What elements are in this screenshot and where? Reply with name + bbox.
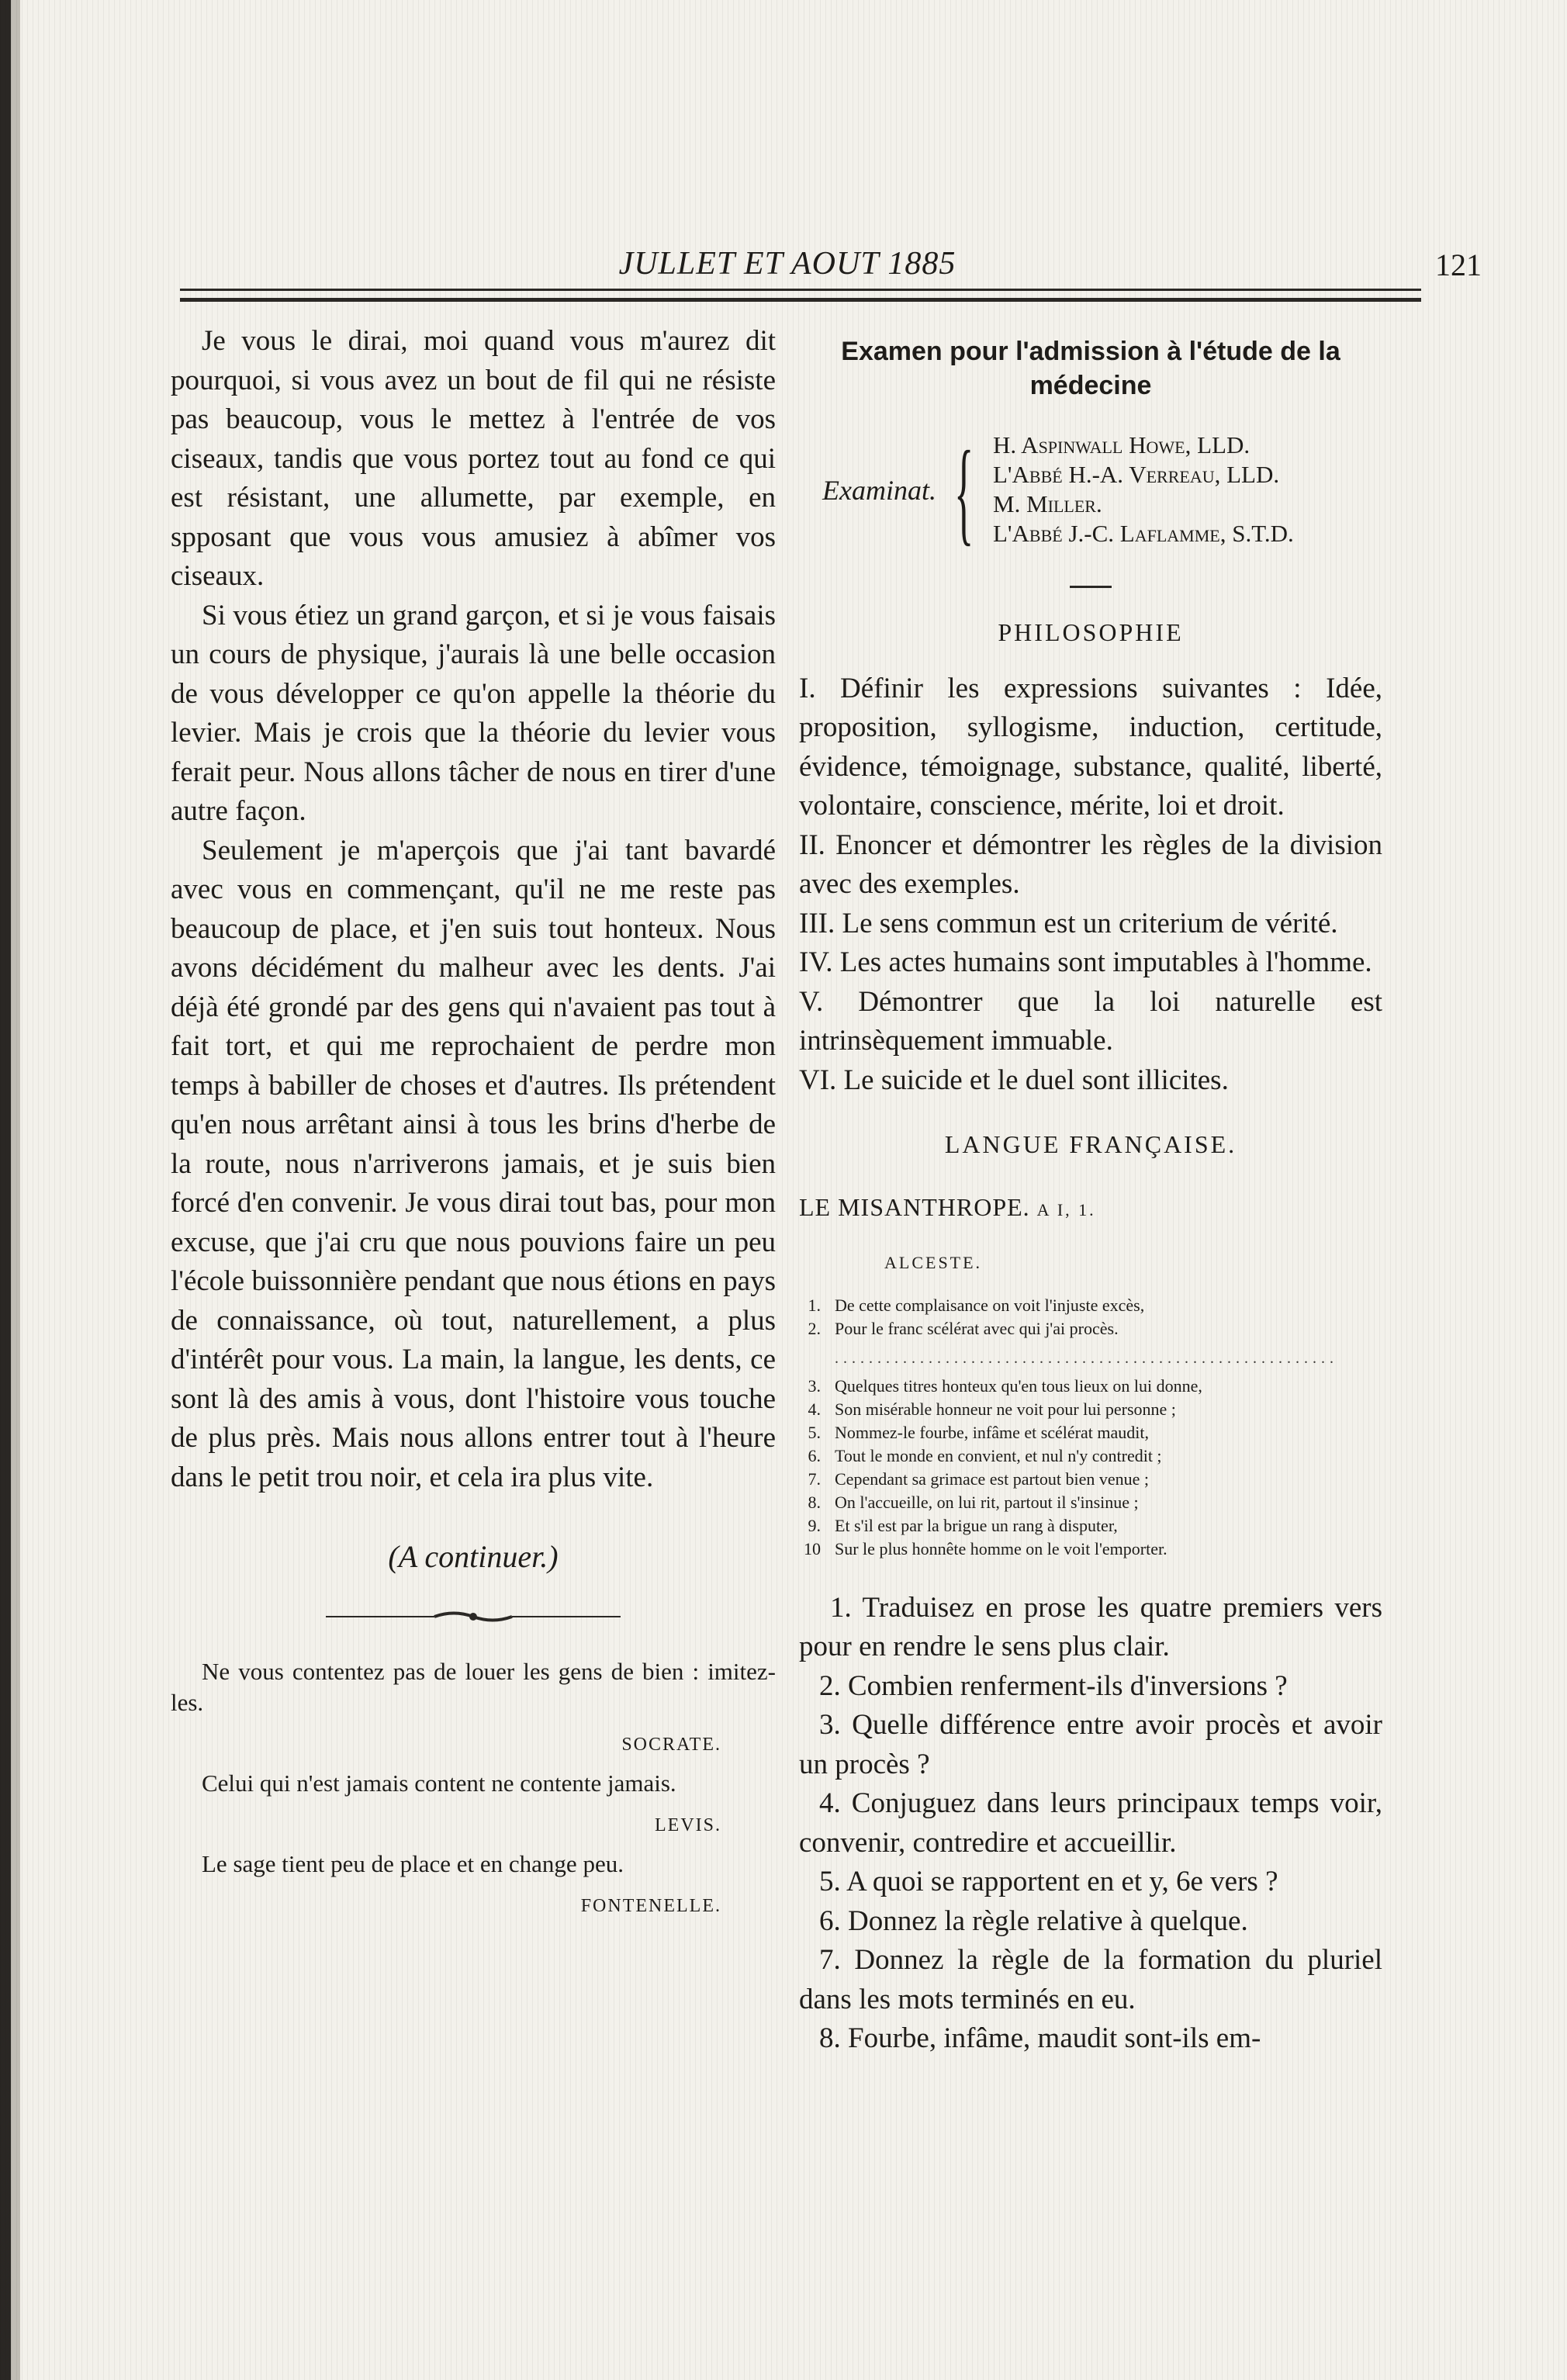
verse-line <box>799 1491 1382 1514</box>
examinat-label: Examinat. <box>822 475 936 506</box>
play-title: LE MISANTHROPE. <box>799 1192 1030 1221</box>
brace-icon: { <box>954 427 974 556</box>
verse-text: Quelques titres honteux qu'en tous lieux on lui donne, <box>835 1375 1202 1396</box>
quote-text: Celui qui n'est jamais content ne contente jamais. <box>202 1769 676 1797</box>
french-question: 8. Fourbe, infâme, maudit sont-ils em- <box>819 2022 1261 2054</box>
philosophy-question: IV. Les actes humains sont imputables à l'homme. <box>799 946 1372 978</box>
french-question: 3. Quelle différence entre avoir procès et avoir un procès ? <box>799 1709 1382 1780</box>
french-questions <box>799 1589 1382 2059</box>
paragraph: Je vous le dirai, moi quand vous m'aurez dit pourquoi, si vous avez un bout de fil qui ne résiste pas beaucoup, vous le mettez à l'entrée de vos ciseaux, tandis que vous portez tout au fond ce qui est résistant, une allumette, par exemple, en spposant que vous vous amusiez à abîmer vos ciseaux. <box>171 325 776 592</box>
section-heading-philosophy: PHILOSOPHIE <box>998 618 1184 646</box>
verse-line <box>799 1294 1382 1317</box>
paragraph: Si vous étiez un grand garçon, et si je vous faisais un cours de physique, j'aurais là une belle occasion de vous développer ce qu'on appelle la théorie du levier. Mais je crois que la théorie du levier vous ferait peur. Nous allons tâcher de nous en tirer d'une autre façon. <box>171 599 776 827</box>
philosophy-question: III. Le sens commun est un criterium de vérité. <box>799 907 1338 939</box>
verse-text: On l'accueille, on lui rit, partout il s'insinue ; <box>835 1492 1139 1512</box>
verse-text: Nommez-le fourbe, infâme et scélérat maudit, <box>835 1422 1149 1442</box>
philosophy-question: I. Définir les expressions suivantes : Idée, proposition, syllogisme, induction, certitude, évidence, témoignage, substance, qualité, liberté, volontaire, conscience, mérite, loi et droit. <box>799 672 1382 822</box>
french-question: 7. Donnez la règle de la formation du pluriel dans les mots terminés en eu. <box>799 1944 1382 2015</box>
french-question: 5. A quoi se rapportent en et y, 6e vers ? <box>819 1866 1278 1897</box>
header-rule-thin <box>180 289 1421 291</box>
play-heading <box>799 1188 1382 1230</box>
verse-number: 2. <box>808 1318 821 1338</box>
verse-text: Cependant sa grimace est partout bien venue ; <box>835 1468 1150 1489</box>
verse-text: Pour le franc scélérat avec qui j'ai procès. <box>835 1318 1119 1338</box>
character-name: ALCESTE. <box>884 1253 983 1272</box>
header-rule-thick <box>180 298 1421 302</box>
verse-line <box>799 1444 1382 1468</box>
quote-author: LEVIS. <box>655 1814 721 1835</box>
section-heading-french: LANGUE FRANÇAISE. <box>944 1130 1237 1158</box>
philosophy-question: II. Enoncer et démontrer les règles de la division avec des exemples. <box>799 829 1382 900</box>
running-header <box>93 231 1482 285</box>
quote-author: SOCRATE. <box>621 1734 721 1755</box>
verse-text: De cette complaisance on voit l'injuste excès, <box>835 1295 1145 1315</box>
philosophy-question: V. Démontrer que la loi naturelle est intrinsèquement immuable. <box>799 985 1382 1057</box>
examiner-name: H. Aspinwall Howe, LLD. <box>993 431 1250 458</box>
examiner-name: M. Miller. <box>993 490 1102 517</box>
section-dash <box>1070 586 1112 588</box>
exam-title: Examen pour l'admission à l'étude de la médecine <box>841 337 1340 400</box>
french-question: 6. Donnez la règle relative à quelque. <box>819 1904 1248 1937</box>
verse-text: Son misérable honneur ne voit pour lui personne ; <box>835 1399 1176 1419</box>
paragraph: Seulement je m'aperçois que j'ai tant bavardé avec vous en commençant, qu'il ne me reste pas beaucoup de place, et j'en suis tout honteux. Nous avons décidément du malheur avec les dents. J'ai déjà été grondé par des gens qui n'avaient pas tout à fait tort, et qui me reprochaient de perdre mon temps à babiller de choses et d'autres. Ils prétendent qu'en nous arrêtant ainsi à tous les brins d'herbe de la route, nous n'arriverons jamais, et je suis bien forcé d'en convenir. Je vous dirai tout bas, pour mon excuse, que j'ai cru que nous pouvions faire un peu l'école buissonnière pendant que nous étions en pays de connaissance, où tout, naturellement, a plus d'intérêt pour vous. La main, la langue, les dents, ce sont là des amis à vous, dont l'histoire vous touche de plus près. Mais nous allons entrer tout à l'heure dans le petit trou noir, et cela ira plus vite. <box>171 834 776 1493</box>
ornament-divider-icon <box>326 1608 621 1625</box>
quote-socrate <box>171 1656 776 1760</box>
verse-line <box>799 1317 1382 1340</box>
verse-number: 4. <box>808 1399 821 1419</box>
verse-number: 7. <box>808 1468 821 1489</box>
continuation-note: (A continuer.) <box>388 1539 559 1574</box>
play-reference: A I, 1. <box>1036 1199 1096 1219</box>
quote-fontenelle <box>171 1849 776 1922</box>
verse-line <box>799 1421 1382 1444</box>
examiner-name: L'Abbé H.-A. Verreau, LLD. <box>993 461 1280 488</box>
verse-line <box>799 1514 1382 1538</box>
verse-text: Tout le monde en convient, et nul n'y contredit ; <box>835 1445 1162 1465</box>
quote-author: FONTENELLE. <box>580 1895 721 1916</box>
verse-list <box>799 1294 1382 1561</box>
verse-number: 5. <box>808 1422 821 1442</box>
verse-text: Et s'il est par la brigue un rang à disputer, <box>835 1515 1118 1535</box>
left-column <box>171 322 776 1929</box>
french-question: 4. Conjuguez dans leurs principaux temps voir, convenir, contredire et accueillir. <box>799 1787 1382 1859</box>
verse-line <box>799 1468 1382 1491</box>
scan-edge-shadow <box>11 0 20 2380</box>
verse-number: 1. <box>808 1295 821 1315</box>
quote-text: Le sage tient peu de place et en change peu. <box>202 1849 624 1877</box>
header-title: JULLET ET AOUT 1885 <box>618 246 956 282</box>
verse-number: 3. <box>808 1375 821 1396</box>
french-question: 2. Combien renferment-ils d'inversions ? <box>819 1669 1288 1702</box>
quote-levis <box>171 1768 776 1841</box>
scan-edge <box>0 0 11 2380</box>
page-number: 121 <box>1435 247 1482 282</box>
ellipsis-row: ........................................................... <box>835 1349 1338 1367</box>
examiner-name: L'Abbé J.-C. Laflamme, S.T.D. <box>993 520 1294 547</box>
examiners-block <box>799 427 1382 556</box>
verse-number: 9. <box>808 1515 821 1535</box>
verse-line <box>799 1398 1382 1421</box>
verse-number: 8. <box>808 1492 821 1512</box>
philosophy-question: VI. Le suicide et le duel sont illicites. <box>799 1064 1229 1096</box>
verse-number: 10 <box>804 1538 821 1558</box>
right-column <box>799 322 1382 2059</box>
french-question: 1. Traduisez en prose les quatre premiers vers pour en rendre le sens plus clair. <box>799 1591 1382 1662</box>
verse-line <box>799 1375 1382 1398</box>
verse-line <box>799 1538 1382 1561</box>
verse-text: Sur le plus honnête homme on le voit l'emporter. <box>835 1538 1167 1558</box>
quote-text: Ne vous contentez pas de louer les gens de bien : imitez-les. <box>171 1657 776 1716</box>
examiner-list <box>993 431 1294 548</box>
verse-number: 6. <box>808 1445 821 1465</box>
